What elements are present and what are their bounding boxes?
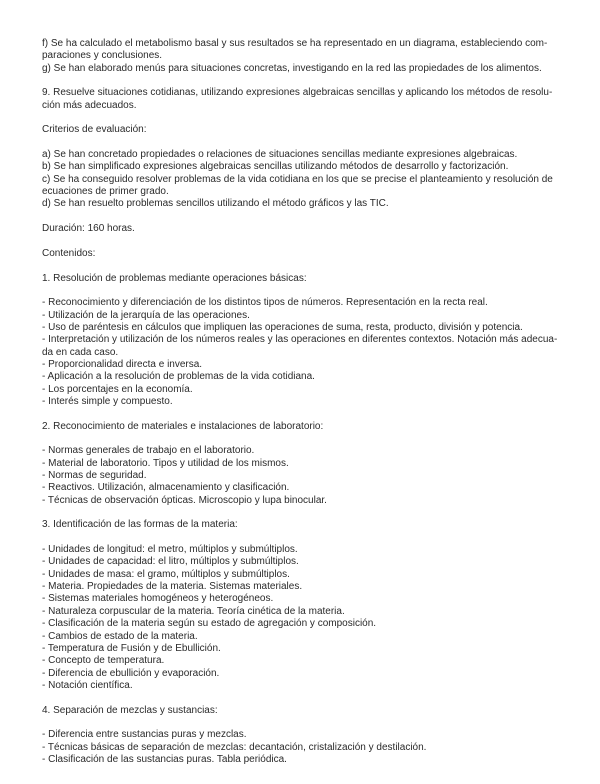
list-item: - Material de laboratorio. Tipos y utilidad de los mismos. xyxy=(42,457,289,469)
section-item-list xyxy=(42,445,562,507)
content-section xyxy=(42,421,562,507)
section-title: 3. Identificación de las formas de la materia: xyxy=(42,519,238,531)
content-section xyxy=(42,273,562,409)
section-item-list xyxy=(42,544,562,692)
duration-text: Duración: 160 horas. xyxy=(42,223,135,235)
section-title: 2. Reconocimiento de materiales e instalaciones de laboratorio: xyxy=(42,420,324,432)
objective-line: ción más adecuados. xyxy=(42,99,137,111)
list-item: - Interés simple y compuesto. xyxy=(42,395,173,407)
list-item: - Proporcionalidad directa e inversa. xyxy=(42,358,203,370)
list-item: - Los porcentajes en la economía. xyxy=(42,383,193,395)
list-item: - Notación científica. xyxy=(42,679,133,691)
list-item: - Unidades de capacidad: el litro, múltiplos y submúltiplos. xyxy=(42,556,299,568)
list-item: - Unidades de masa: el gramo, múltiplos y submúltiplos. xyxy=(42,568,290,580)
list-item: - Temperatura de Fusión y de Ebullición. xyxy=(42,642,221,654)
criterion-line: paraciones y conclusiones. xyxy=(42,50,163,62)
list-item: - Reactivos. Utilización, almacenamiento y clasificación. xyxy=(42,482,290,494)
list-item: da en cada caso. xyxy=(42,346,119,358)
list-item: - Técnicas de observación ópticas. Microscopio y lupa binocular. xyxy=(42,494,327,506)
section-title: 1. Resolución de problemas mediante operaciones básicas: xyxy=(42,272,307,284)
learning-objective-9 xyxy=(42,87,562,112)
list-item: - Normas de seguridad. xyxy=(42,470,147,482)
content-section xyxy=(42,705,562,767)
contents-sections xyxy=(42,273,562,767)
list-item: - Normas generales de trabajo en el laboratorio. xyxy=(42,445,255,457)
section-title: 4. Separación de mezclas y sustancias: xyxy=(42,704,218,716)
previous-criteria-block xyxy=(42,38,562,75)
list-item: - Materia. Propiedades de la materia. Sistemas materiales. xyxy=(42,581,303,593)
criterion-line: a) Se han concretado propiedades o relaciones de situaciones sencillas mediante expresiones algebraicas. xyxy=(42,149,518,161)
content-section xyxy=(42,519,562,692)
list-item: - Clasificación de la materia según su estado de agregación y composición. xyxy=(42,618,377,630)
list-item: - Uso de paréntesis en cálculos que impliquen las operaciones de suma, resta, producto, división y potencia. xyxy=(42,321,523,333)
contents-heading: Contenidos: xyxy=(42,247,96,259)
list-item: - Reconocimiento y diferenciación de los distintos tipos de números. Representación en la recta real. xyxy=(42,297,488,309)
criterion-line: g) Se han elaborado menús para situaciones concretas, investigando en la red las propiedades de los alimentos. xyxy=(42,62,542,74)
list-item: - Técnicas básicas de separación de mezclas: decantación, cristalización y destilación. xyxy=(42,741,427,753)
list-item: - Diferencia de ebullición y evaporación. xyxy=(42,667,220,679)
criteria-heading: Criterios de evaluación: xyxy=(42,124,147,136)
list-item: - Clasificación de las sustancias puras. Tabla periódica. xyxy=(42,753,287,765)
criterion-line: b) Se han simplificado expresiones algebraicas sencillas utilizando métodos de desarrollo y factorización. xyxy=(42,161,509,173)
list-item: - Utilización de la jerarquía de las operaciones. xyxy=(42,309,250,321)
list-item: - Naturaleza corpuscular de la materia. Teoría cinética de la materia. xyxy=(42,605,345,617)
section-item-list xyxy=(42,729,562,766)
objective-line: 9. Resuelve situaciones cotidianas, utilizando expresiones algebraicas sencillas y aplicando los métodos de resolu- xyxy=(42,87,553,99)
list-item: - Sistemas materiales homogéneos y heterogéneos. xyxy=(42,593,274,605)
document-page xyxy=(42,38,562,766)
list-item: - Diferencia entre sustancias puras y mezclas. xyxy=(42,729,247,741)
section-item-list xyxy=(42,297,562,408)
criterion-line: d) Se han resuelto problemas sencillos utilizando el método gráficos y las TIC. xyxy=(42,198,389,210)
criterion-line: c) Se ha conseguido resolver problemas de la vida cotidiana en los que se precise el planteamiento y resolución de xyxy=(42,173,553,185)
list-item: - Aplicación a la resolución de problemas de la vida cotidiana. xyxy=(42,371,315,383)
criteria-list xyxy=(42,149,562,211)
list-item: - Concepto de temperatura. xyxy=(42,655,165,667)
criterion-line: f) Se ha calculado el metabolismo basal y sus resultados se ha representado en un diagrama, estableciendo com- xyxy=(42,38,548,49)
list-item: - Interpretación y utilización de los números reales y las operaciones en diferentes contextos. Notación más adecua- xyxy=(42,334,558,346)
criterion-line: ecuaciones de primer grado. xyxy=(42,186,169,198)
list-item: - Unidades de longitud: el metro, múltiplos y submúltiplos. xyxy=(42,544,298,556)
list-item: - Cambios de estado de la materia. xyxy=(42,630,198,642)
